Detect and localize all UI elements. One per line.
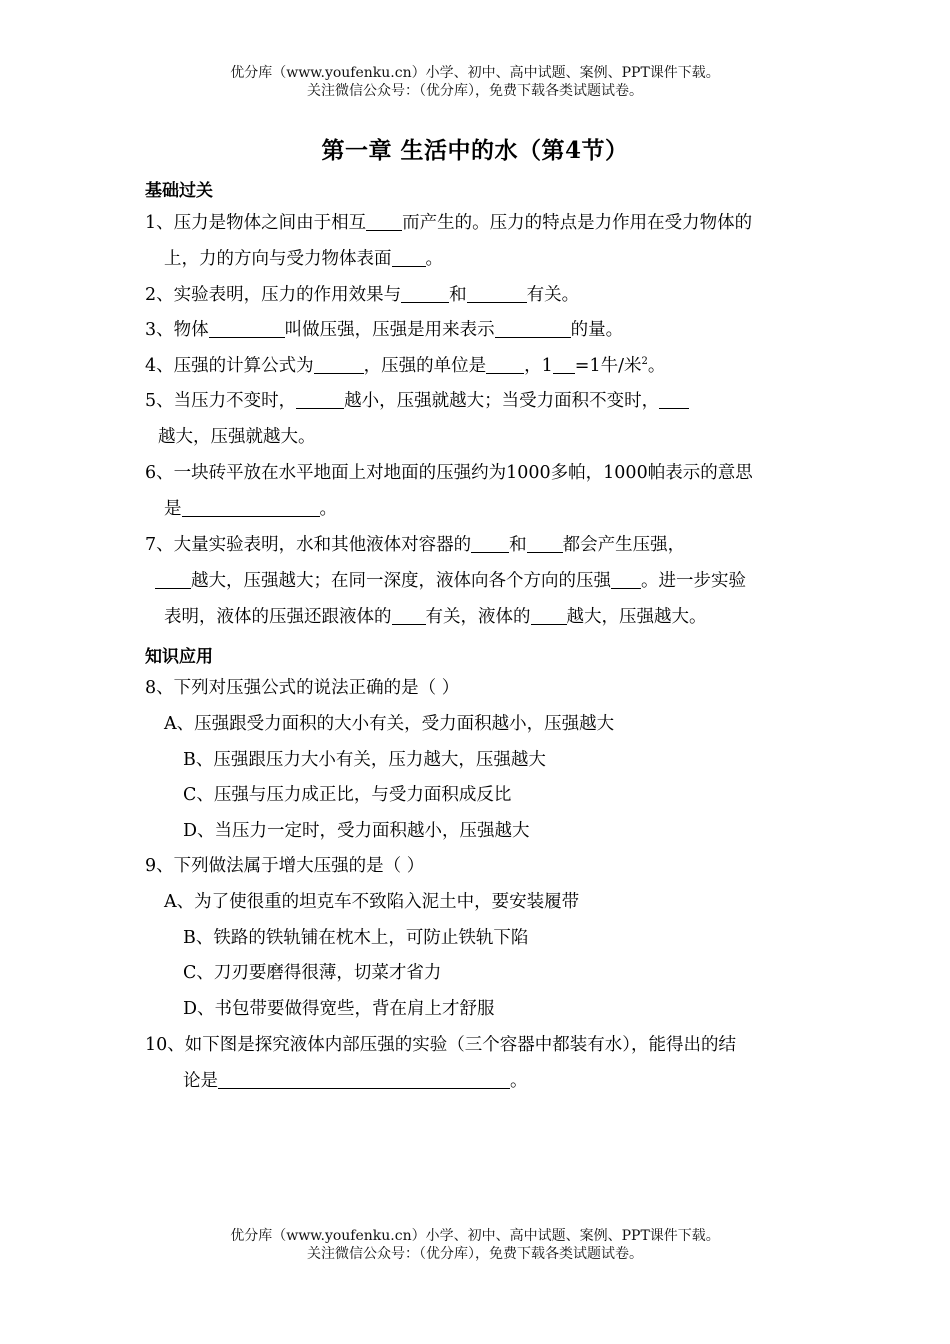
q9-option-b[interactable]: B、铁路的铁轨铺在枕木上，可防止铁轨下陷 <box>183 928 529 948</box>
q5-text-b: 越小，压强就越大；当受力面积不变时， <box>344 391 660 411</box>
section-basic: 基础过关 <box>145 181 213 201</box>
q8-option-c[interactable]: C、压强与压力成正比，与受力面积成反比 <box>183 785 512 805</box>
q1-text-a: 1、压力是物体之间由于相互 <box>145 213 367 233</box>
q7-text-e: 。进一步实验 <box>641 571 746 591</box>
q2-line <box>145 281 579 306</box>
q3-text-c: 的量。 <box>570 320 624 340</box>
q10-text-c: 。 <box>510 1071 528 1091</box>
q6-text-c: 。 <box>319 499 337 519</box>
q1-blank-1[interactable] <box>366 213 402 231</box>
q8-option-d[interactable]: D、当压力一定时，受力面积越小，压强越大 <box>183 821 530 841</box>
q10-line-1 <box>145 1031 736 1056</box>
q5-line-2 <box>158 423 316 448</box>
q1-text-c: 上，力的方向与受力物体表面 <box>164 249 392 269</box>
footer-line-2: 关注微信公众号：（优分库），免费下载各类试题试卷。 <box>307 1246 643 1262</box>
page-header <box>0 64 950 100</box>
q7-text-g: 有关，液体的 <box>425 607 531 627</box>
q7-blank-6[interactable] <box>531 607 567 625</box>
footer-line-1: 优分库（www.youfenku.cn）小学、初中、高中试题、案例、PPT课件下载。 <box>230 1228 720 1244</box>
q5-blank-2[interactable] <box>659 391 689 409</box>
q4-text-d: =1牛/米 <box>574 356 642 376</box>
q4-blank-2[interactable] <box>486 356 524 374</box>
q4-blank-3[interactable] <box>553 356 575 374</box>
q2-text-b: 和 <box>449 285 467 305</box>
section-apply: 知识应用 <box>145 647 213 667</box>
q6-text-b: 是 <box>164 499 182 519</box>
header-line-2: 关注微信公众号：（优分库），免费下载各类试题试卷。 <box>307 83 643 99</box>
header-line-1: 优分库（www.youfenku.cn）小学、初中、高中试题、案例、PPT课件下载。 <box>230 65 720 81</box>
q4-text-c: ，1 <box>524 356 553 376</box>
q4-superscript: 2 <box>641 356 648 368</box>
q1-blank-2[interactable] <box>392 249 426 267</box>
q7-blank-3[interactable] <box>155 571 191 589</box>
q6-text-a: 6、一块砖平放在水平地面上对地面的压强约为1000多帕，1000帕表示的意思 <box>145 463 753 483</box>
q7-line-3 <box>164 603 707 628</box>
q4-line <box>145 352 665 377</box>
q4-text-a: 4、压强的计算公式为 <box>145 356 314 376</box>
q4-blank-1[interactable] <box>314 356 364 374</box>
q7-line-2 <box>155 567 746 592</box>
q3-text-a: 3、物体 <box>145 320 209 340</box>
q7-blank-2[interactable] <box>527 535 563 553</box>
q3-line <box>145 316 623 341</box>
q7-text-h: 越大，压强越大。 <box>566 607 707 627</box>
q7-text-b: 和 <box>509 535 527 555</box>
q10-text-b: 论是 <box>183 1071 218 1091</box>
q7-blank-5[interactable] <box>392 607 426 625</box>
page-footer <box>0 1227 950 1263</box>
q6-line-1 <box>145 459 753 484</box>
q8-stem: 8、下列对压强公式的说法正确的是（ ） <box>145 678 460 698</box>
q2-blank-2[interactable] <box>467 285 527 303</box>
q1-text-d: 。 <box>425 249 443 269</box>
q3-blank-1[interactable] <box>209 320 285 338</box>
q7-blank-1[interactable] <box>471 535 509 553</box>
q1-line-2 <box>164 245 443 270</box>
q7-text-f: 表明，液体的压强还跟液体的 <box>164 607 392 627</box>
q1-line-1 <box>145 209 752 234</box>
q9-option-d[interactable]: D、书包带要做得宽些，背在肩上才舒服 <box>183 999 495 1019</box>
q7-text-c: 都会产生压强， <box>562 535 686 555</box>
q9-option-c[interactable]: C、刀刃要磨得很薄，切菜才省力 <box>183 963 442 983</box>
q10-line-2 <box>183 1067 528 1092</box>
q7-text-d: 越大，压强越大；在同一深度，液体向各个方向的压强 <box>191 571 611 591</box>
q2-text-a: 2、实验表明，压力的作用效果与 <box>145 285 402 305</box>
q8-option-a[interactable]: A、压强跟受力面积的大小有关，受力面积越小，压强越大 <box>164 714 615 734</box>
q7-blank-4[interactable] <box>611 571 641 589</box>
q4-text-b: ，压强的单位是 <box>363 356 487 376</box>
q9-stem: 9、下列做法属于增大压强的是（ ） <box>145 856 425 876</box>
q2-text-c: 有关。 <box>526 285 580 305</box>
q3-blank-2[interactable] <box>495 320 571 338</box>
q7-line-1 <box>145 531 685 556</box>
q6-line-2 <box>164 495 337 520</box>
q2-blank-1[interactable] <box>401 285 449 303</box>
q5-text-c: 越大，压强就越大。 <box>158 427 316 447</box>
q8-option-b[interactable]: B、压强跟压力大小有关，压力越大，压强越大 <box>183 750 546 770</box>
q4-text-e: 。 <box>647 356 666 376</box>
q6-blank-1[interactable] <box>182 499 320 517</box>
q5-blank-1[interactable] <box>296 391 344 409</box>
q10-blank-1[interactable] <box>218 1071 510 1089</box>
page-title: 第一章 生活中的水（第4节） <box>321 137 629 164</box>
q9-option-a[interactable]: A、为了使很重的坦克车不致陷入泥土中，要安装履带 <box>164 892 580 912</box>
q5-text-a: 5、当压力不变时， <box>145 391 297 411</box>
q5-line-1 <box>145 387 689 412</box>
q7-text-a: 7、大量实验表明，水和其他液体对容器的 <box>145 535 472 555</box>
q10-text-a: 10、如下图是探究液体内部压强的实验（三个容器中都装有水），能得出的结 <box>145 1035 737 1055</box>
q3-text-b: 叫做压强，压强是用来表示 <box>284 320 495 340</box>
q1-text-b: 而产生的。压力的特点是力作用在受力物体的 <box>402 213 753 233</box>
